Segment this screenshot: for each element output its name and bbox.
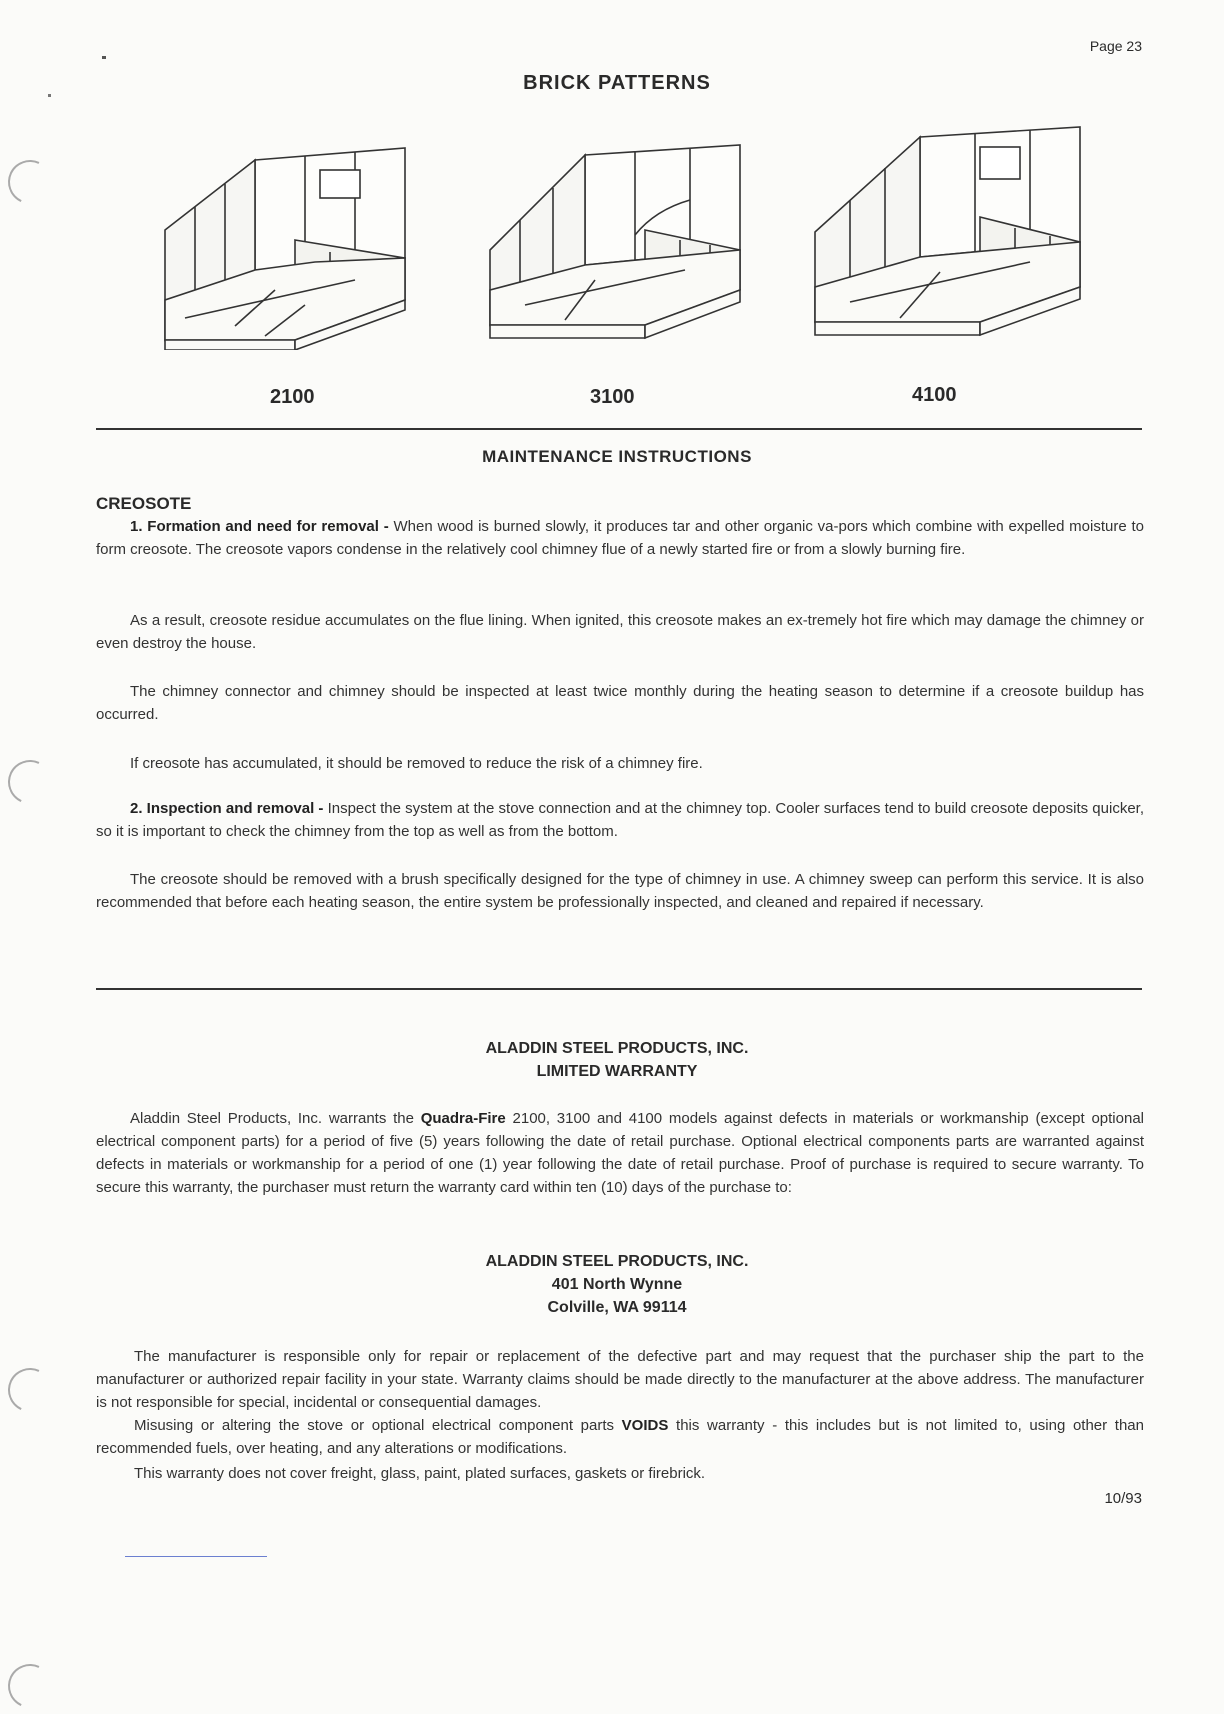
misuse-paragraph: Misusing or altering the stove or optional electrical component parts VOIDS this warranty - this includes but is not limited to, using other than recommended fuels, over heating, and any alterations or modifications. (96, 1417, 1144, 1457)
binder-hole-bottom (2, 1658, 58, 1714)
brand-name: Quadra-Fire (420, 1110, 506, 1127)
section1-heading: 1. Formation and need for removal - (130, 518, 389, 535)
model-label-2100: 2100 (270, 386, 315, 408)
model-label-4100: 4100 (912, 384, 957, 406)
warranty-heading-block (0, 1037, 1224, 1083)
model-label-3100: 3100 (590, 386, 635, 408)
document-date: 10/93 (1104, 1490, 1142, 1507)
creosote-heading: CREOSOTE (96, 494, 192, 513)
binder-hole-middle (2, 754, 58, 810)
section-divider (96, 428, 1142, 430)
section2-heading: 2. Inspection and removal - (130, 800, 324, 817)
maintenance-heading: MAINTENANCE INSTRUCTIONS (482, 447, 752, 466)
brick-pattern-4100-diagram (810, 122, 1090, 342)
manufacturer-responsibility-paragraph: The manufacturer is responsible only for repair or replacement of the defective part and may request that the purchaser ship the part to the manufacturer or authorized repair facility in your state. Warranty claims should be made directly to the manufacturer at the above address. The manufacturer is not responsible for special, incidental or consequential damages. (96, 1348, 1144, 1411)
removal-paragraph: If creosote has accumulated, it should be removed to reduce the risk of a chimney fire. (130, 755, 703, 772)
address-company: ALADDIN STEEL PRODUCTS, INC. (485, 1253, 749, 1270)
brick-pattern-3100-diagram (485, 140, 750, 340)
creosote-formation-paragraph: 1. Formation and need for removal - When wood is burned slowly, it produces tar and other organic va-pors which combine with expelled moisture to form creosote. The creosote vapors condense in the relatively cool chimney flue of a newly started fire or from a slowly burning fire. (96, 518, 1144, 558)
coverage-paragraph: This warranty does not cover freight, glass, paint, plated surfaces, gaskets or firebrick. (134, 1465, 706, 1482)
warranty-heading: LIMITED WARRANTY (536, 1063, 698, 1080)
page-title: BRICK PATTERNS (523, 72, 711, 94)
inspection-frequency-paragraph: The chimney connector and chimney should be inspected at least twice monthly during the heating season to determine if a creosote buildup has occurred. (96, 683, 1144, 723)
warranty-address (0, 1250, 1224, 1319)
address-city: Colville, WA 99114 (547, 1299, 687, 1316)
creosote-residue-paragraph: As a result, creosote residue accumulates on the flue lining. When ignited, this creosote makes an ex-tremely hot fire which may damage the chimney or even destroy the house. (96, 612, 1144, 652)
voids-text: VOIDS (621, 1417, 669, 1434)
warranty-company: ALADDIN STEEL PRODUCTS, INC. (485, 1040, 749, 1057)
chimney-sweep-paragraph: The creosote should be removed with a brush specifically designed for the type of chimney in use. A chimney sweep can perform this service. It is also recommended that before each heating season, the entire system be professionally inspected, and cleaned and repaired if necessary. (96, 871, 1144, 911)
scan-mark (102, 56, 106, 59)
address-street: 401 North Wynne (551, 1276, 683, 1293)
page-number: Page 23 (1089, 38, 1142, 54)
bottom-underline (125, 1556, 267, 1557)
brick-pattern-2100-diagram (155, 140, 415, 350)
section-divider (96, 988, 1142, 990)
binder-hole-bottom (2, 1362, 58, 1418)
inspection-removal-paragraph: 2. Inspection and removal - Inspect the system at the stove connection and at the chimney top. Cooler surfaces tend to build creosote deposits quicker, so it is important to check the chimney from the top as well as from the bottom. (96, 800, 1144, 840)
binder-hole-top (2, 154, 58, 210)
warranty-intro-paragraph: Aladdin Steel Products, Inc. warrants the Quadra-Fire 2100, 3100 and 4100 models against defects in materials or workmanship (except optional electrical component parts) for a period of five (5) years following the date of retail purchase. Optional electrical components parts are warranted against defects in materials or workmanship for a period of one (1) year following the date of retail purchase. Proof of purchase is required to secure warranty. To secure this warranty, the purchaser must return the warranty card within ten (10) days of the purchase to: (96, 1110, 1144, 1196)
